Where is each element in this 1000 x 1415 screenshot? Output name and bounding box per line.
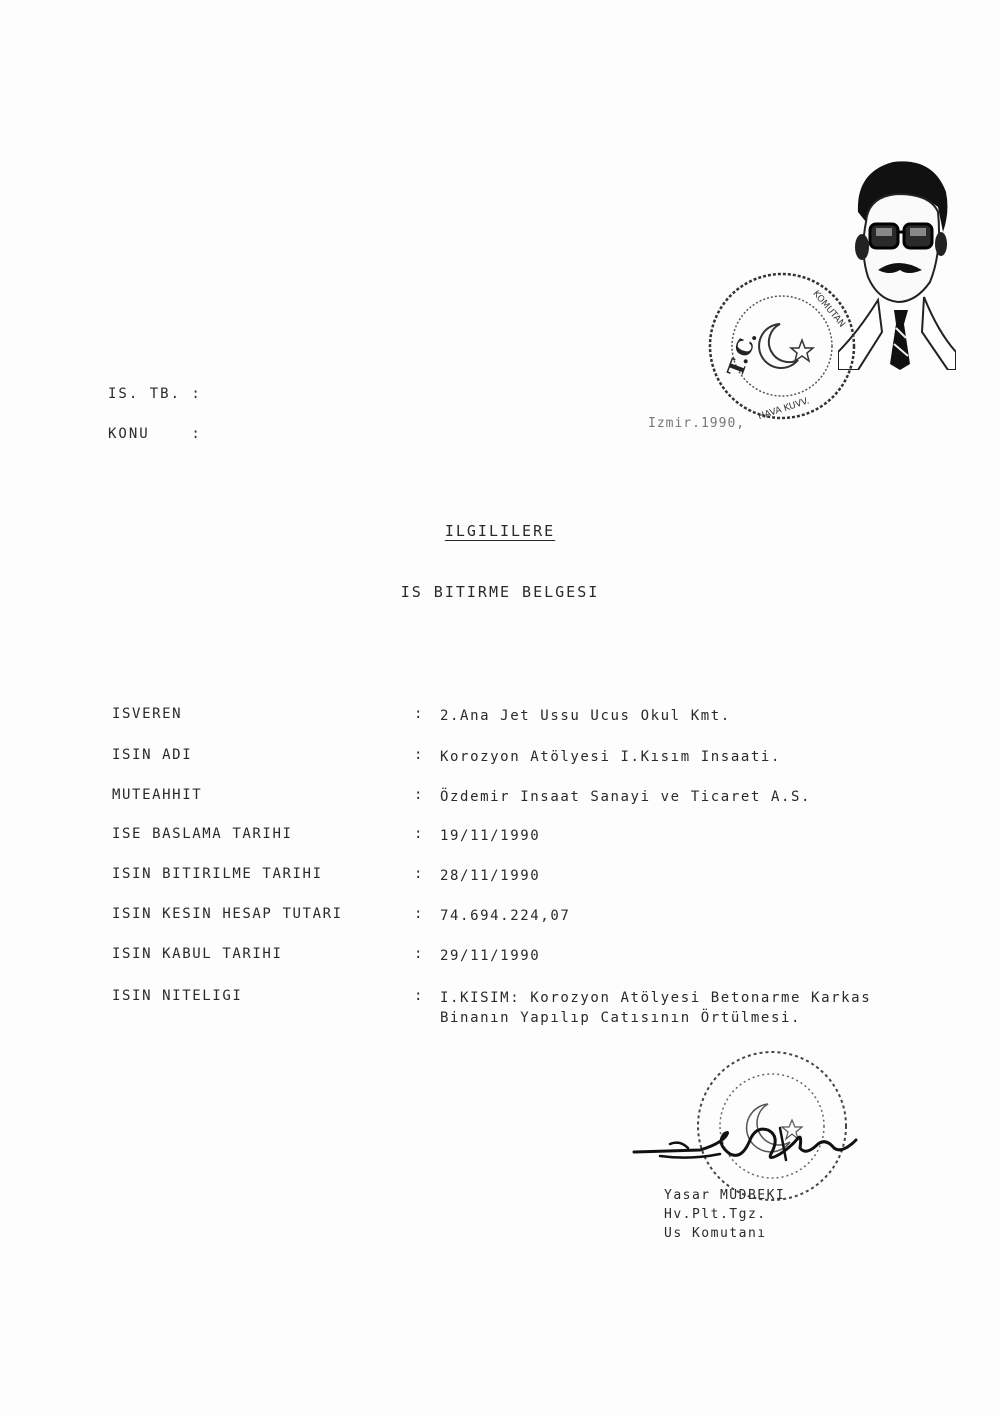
svg-text:KOMUTAN: KOMUTAN	[810, 289, 847, 330]
field-colon: :	[414, 747, 425, 763]
field-label: ISE BASLAMA TARIHI	[112, 826, 293, 842]
field-colon: :	[414, 988, 425, 1004]
addressee-heading	[0, 522, 1000, 540]
field-colon: :	[414, 946, 425, 962]
reference-number-label: IS. TB. :	[108, 386, 202, 402]
subject-label: KONU :	[108, 426, 202, 442]
field-label: ISIN KESIN HESAP TUTARI	[112, 906, 343, 922]
field-colon: :	[414, 906, 425, 922]
field-label: ISIN BITIRILME TARIHI	[112, 866, 323, 882]
signer-rank: Hv.Plt.Tgz.	[664, 1207, 767, 1222]
field-value: 29/11/1990	[440, 948, 541, 964]
field-label: ISIN KABUL TARIHI	[112, 946, 283, 962]
field-label: ISIN NITELIGI	[112, 988, 243, 1004]
official-stamp-top	[702, 262, 862, 432]
field-value: I.KISIM: Korozyon Atölyesi Betonarme Karkas Binanın Yapılıp Catısının Örtülmesi.	[440, 990, 872, 1026]
field-label: MUTEAHHIT	[112, 787, 203, 803]
field-value: 19/11/1990	[440, 828, 541, 844]
field-value: 28/11/1990	[440, 868, 541, 884]
signer-title: Us Komutanı	[664, 1226, 767, 1241]
addressee-text: ILGILILERE	[444, 522, 556, 540]
field-value: Özdemir Insaat Sanayi ve Ticaret A.S.	[440, 789, 812, 805]
svg-text:T.C.: T.C.	[722, 328, 763, 381]
field-value: Korozyon Atölyesi I.Kısım Insaati.	[440, 749, 781, 765]
field-label: ISIN ADI	[112, 747, 193, 763]
field-colon: :	[414, 866, 425, 882]
field-colon: :	[414, 826, 425, 842]
field-colon: :	[414, 706, 425, 722]
signer-name: Yasar MUDBEKI	[664, 1188, 786, 1203]
signer-block	[664, 1186, 785, 1243]
field-value: 74.694.224,07	[440, 908, 571, 924]
svg-text:HAVA KUVV.: HAVA KUVV.	[757, 396, 811, 423]
document-title: IS BITIRME BELGESI	[400, 583, 600, 601]
city-date: Izmir.1990,	[648, 416, 746, 431]
field-value: 2.Ana Jet Ussu Ucus Okul Kmt.	[440, 708, 731, 724]
field-colon: :	[414, 787, 425, 803]
field-label: ISVEREN	[112, 706, 183, 722]
handwritten-signature	[630, 1100, 870, 1180]
